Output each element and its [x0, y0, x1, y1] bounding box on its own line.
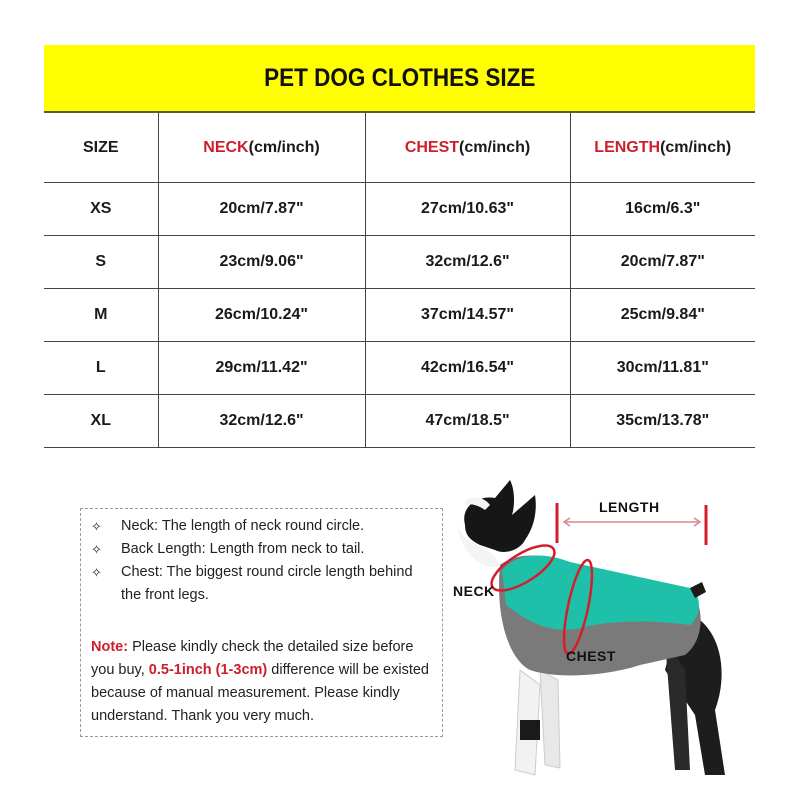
- note-tolerance-highlight: 0.5-1inch (1-3cm): [148, 662, 268, 678]
- size-cell: S: [44, 236, 158, 289]
- page-title: PET DOG CLOTHES SIZE: [263, 63, 536, 92]
- length-cell: 25cm/9.84": [570, 289, 755, 342]
- diamond-bullet-icon: ✧: [91, 542, 102, 557]
- measurement-notes-box: [80, 508, 443, 737]
- neck-cell: 32cm/12.6": [158, 395, 365, 448]
- measurement-disclaimer: [91, 636, 434, 728]
- neck-cell: 20cm/7.87": [158, 183, 365, 236]
- diamond-bullet-icon: ✧: [91, 565, 102, 580]
- length-cell: 20cm/7.87": [570, 236, 755, 289]
- diamond-bullet-icon: ✧: [91, 519, 102, 534]
- neck-cell: 23cm/9.06": [158, 236, 365, 289]
- header-chest-highlight: CHEST: [404, 138, 460, 156]
- neck-label: NECK: [453, 583, 495, 599]
- table-row: [44, 342, 755, 395]
- header-size-label: SIZE: [82, 138, 119, 156]
- list-item: [91, 538, 434, 561]
- definition-neck: Neck: The length of neck round circle.: [121, 518, 365, 534]
- chest-cell: 32cm/12.6": [365, 236, 570, 289]
- header-neck-highlight: NECK: [203, 138, 249, 156]
- header-neck: [158, 113, 365, 183]
- size-cell: M: [44, 289, 158, 342]
- table-row: [44, 183, 755, 236]
- chest-cell: 47cm/18.5": [365, 395, 570, 448]
- length-cell: 16cm/6.3": [570, 183, 755, 236]
- header-chest: [365, 113, 570, 183]
- chest-label: CHEST: [566, 648, 616, 664]
- header-chest-unit: (cm/inch): [459, 138, 531, 156]
- list-item: [91, 561, 434, 607]
- definition-back-length: Back Length: Length from neck to tail.: [121, 541, 365, 557]
- dog-illustration-icon: [440, 470, 760, 790]
- header-length-highlight: LENGTH: [594, 138, 661, 156]
- table-row: [44, 289, 755, 342]
- header-length-unit: (cm/inch): [660, 138, 732, 156]
- definition-chest: Chest: The biggest round circle length behind the front legs.: [121, 564, 413, 603]
- note-text-1: Please kindly check the detailed size before you buy,: [91, 639, 414, 678]
- size-cell: XS: [44, 183, 158, 236]
- neck-cell: 29cm/11.42": [158, 342, 365, 395]
- size-cell: L: [44, 342, 158, 395]
- measurement-definitions: [91, 515, 434, 607]
- table-row: [44, 236, 755, 289]
- size-table: [44, 113, 755, 448]
- size-cell: XL: [44, 395, 158, 448]
- dog-measurement-diagram: [440, 470, 760, 790]
- neck-cell: 26cm/10.24": [158, 289, 365, 342]
- list-item: [91, 515, 434, 538]
- note-text-2: difference will be existed because of manual measurement. Please kindly understand. Thank you very much.: [91, 662, 429, 724]
- header-length: [570, 113, 755, 183]
- note-label: Note:: [91, 639, 129, 655]
- header-neck-unit: (cm/inch): [248, 138, 320, 156]
- length-label: LENGTH: [599, 499, 660, 515]
- table-header-row: [44, 113, 755, 183]
- chest-cell: 42cm/16.54": [365, 342, 570, 395]
- title-banner: [44, 45, 755, 113]
- chest-cell: 37cm/14.57": [365, 289, 570, 342]
- length-cell: 30cm/11.81": [570, 342, 755, 395]
- table-row: [44, 395, 755, 448]
- header-size: [44, 113, 158, 183]
- length-cell: 35cm/13.78": [570, 395, 755, 448]
- chest-cell: 27cm/10.63": [365, 183, 570, 236]
